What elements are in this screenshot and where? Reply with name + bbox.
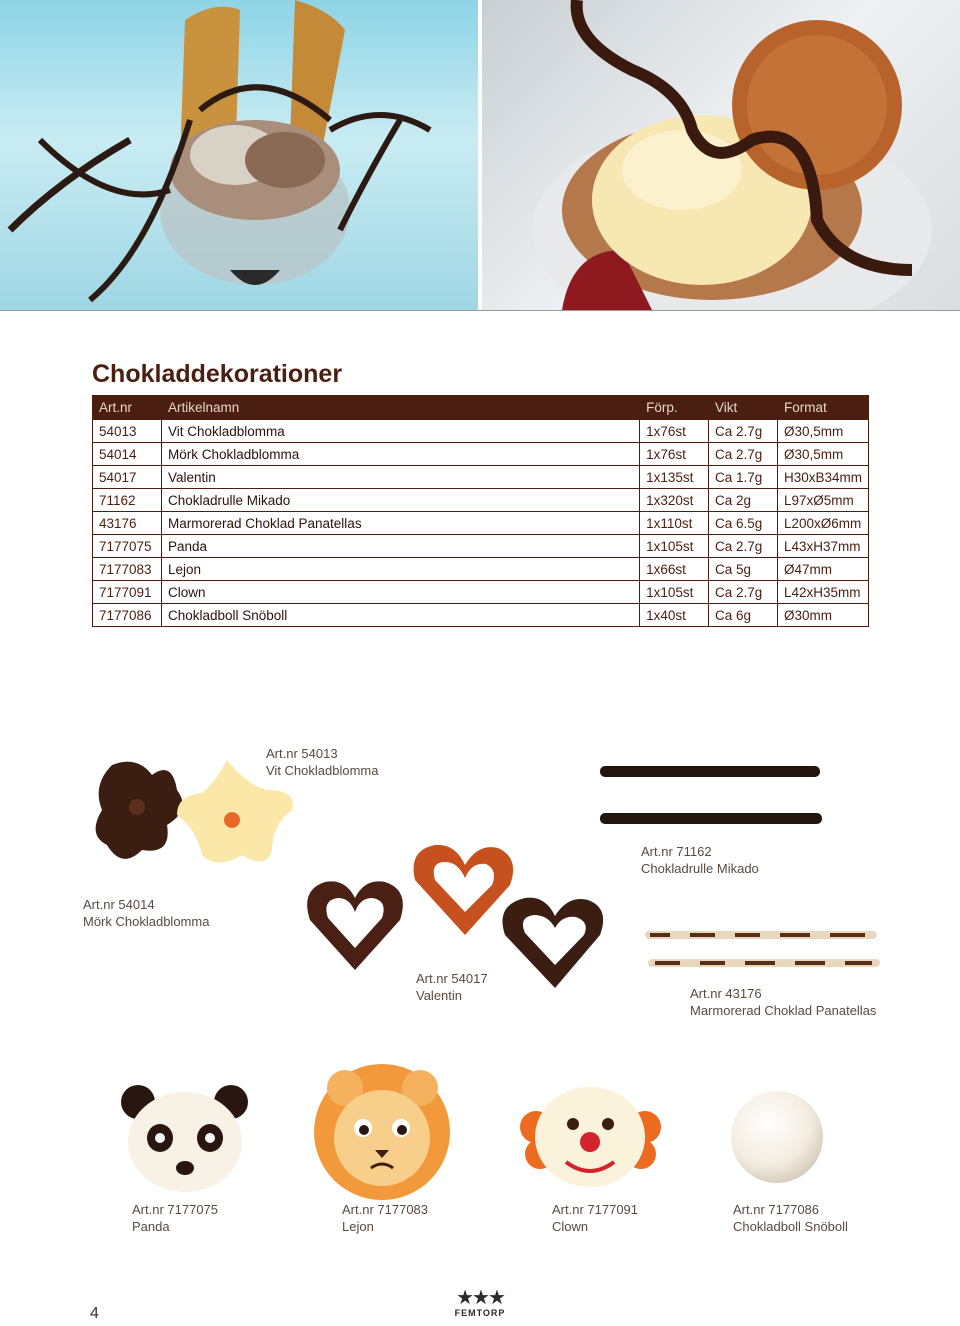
caption-name: Chokladboll Snöboll: [733, 1219, 848, 1234]
table-row: [93, 581, 869, 604]
table-row: [93, 489, 869, 512]
snowball-image: [725, 1085, 830, 1190]
cell-name: Mörk Chokladblomma: [161, 443, 639, 466]
caption-vit-chokladblomma: [266, 745, 378, 779]
cell-format: L42xH35mm: [777, 581, 868, 604]
cell-format: L43xH37mm: [777, 535, 868, 558]
lion-image: [305, 1060, 460, 1200]
header-art-nr: Art.nr: [93, 396, 162, 420]
cell-format: Ø30,5mm: [777, 443, 868, 466]
cell-vikt: Ca 2g: [709, 489, 778, 512]
table-row: [93, 420, 869, 443]
clown-image: [518, 1082, 663, 1192]
cell-format: Ø47mm: [777, 558, 868, 581]
caption-art-nr: Art.nr 54014: [83, 897, 155, 912]
caption-art-nr: Art.nr 43176: [690, 986, 762, 1001]
table-header-row: [93, 396, 869, 420]
cell-art-nr: 54013: [93, 420, 162, 443]
panatellas-image: [640, 925, 885, 975]
cell-art-nr: 43176: [93, 512, 162, 535]
caption-name: Vit Chokladblomma: [266, 763, 379, 778]
caption-name: Marmorerad Choklad Panatellas: [690, 1003, 877, 1018]
brand-name: FEMTORP: [454, 1308, 506, 1318]
caption-name: Clown: [552, 1219, 589, 1234]
caption-panda: [132, 1201, 218, 1235]
caption-name: Panda: [132, 1219, 170, 1234]
caption-valentin: [416, 970, 488, 1004]
header-artikelnamn: Artikelnamn: [161, 396, 639, 420]
cell-art-nr: 7177083: [93, 558, 162, 581]
cell-forp: 1x66st: [640, 558, 709, 581]
caption-name: Valentin: [416, 988, 463, 1003]
photo-bottom-rule: [0, 310, 960, 311]
photo-ice-cream-glass: [0, 0, 478, 310]
cell-format: Ø30,5mm: [777, 420, 868, 443]
cell-forp: 1x135st: [640, 466, 709, 489]
cell-format: Ø30mm: [777, 604, 868, 627]
cell-forp: 1x320st: [640, 489, 709, 512]
cell-name: Vit Chokladblomma: [161, 420, 639, 443]
caption-chokladrulle-mikado: [641, 843, 759, 877]
caption-name: Mörk Chokladblomma: [83, 914, 210, 929]
caption-art-nr: Art.nr 7177075: [132, 1202, 219, 1217]
caption-lejon: [342, 1201, 428, 1235]
panda-image: [118, 1080, 253, 1195]
cell-art-nr: 7177075: [93, 535, 162, 558]
caption-art-nr: Art.nr 54013: [266, 746, 338, 761]
header-format: Format: [777, 396, 868, 420]
cell-art-nr: 54017: [93, 466, 162, 489]
cell-name: Marmorerad Choklad Panatellas: [161, 512, 639, 535]
table-row: [93, 604, 869, 627]
caption-mork-chokladblomma: [83, 896, 209, 930]
cell-vikt: Ca 1.7g: [709, 466, 778, 489]
cell-vikt: Ca 6.5g: [709, 512, 778, 535]
cell-vikt: Ca 2.7g: [709, 420, 778, 443]
cell-format: L200xØ6mm: [777, 512, 868, 535]
photo-vanilla-ice-cream: [482, 0, 960, 310]
cell-art-nr: 7177086: [93, 604, 162, 627]
table-row: [93, 512, 869, 535]
cell-forp: 1x76st: [640, 443, 709, 466]
header-forp: Förp.: [640, 396, 709, 420]
header-vikt: Vikt: [709, 396, 778, 420]
caption-clown: [552, 1201, 638, 1235]
cell-name: Lejon: [161, 558, 639, 581]
page-number: 4: [90, 1305, 99, 1322]
stars-icon: ★★★: [456, 1287, 504, 1309]
caption-panatellas: [690, 985, 876, 1019]
cell-vikt: Ca 5g: [709, 558, 778, 581]
table-row: [93, 466, 869, 489]
cell-art-nr: 7177091: [93, 581, 162, 604]
cell-vikt: Ca 2.7g: [709, 581, 778, 604]
cell-name: Panda: [161, 535, 639, 558]
caption-art-nr: Art.nr 54017: [416, 971, 488, 986]
table-row: [93, 535, 869, 558]
cell-forp: 1x105st: [640, 535, 709, 558]
cell-vikt: Ca 6g: [709, 604, 778, 627]
caption-name: Chokladrulle Mikado: [641, 861, 759, 876]
caption-art-nr: Art.nr 7177086: [733, 1202, 820, 1217]
caption-name: Lejon: [342, 1219, 374, 1234]
cell-name: Valentin: [161, 466, 639, 489]
table-row: [93, 558, 869, 581]
caption-art-nr: Art.nr 71162: [641, 844, 712, 859]
mikado-rolls-image: [595, 760, 825, 830]
cell-art-nr: 71162: [93, 489, 162, 512]
cell-forp: 1x40st: [640, 604, 709, 627]
valentin-hearts-image: [300, 840, 610, 990]
cell-vikt: Ca 2.7g: [709, 535, 778, 558]
cell-format: L97xØ5mm: [777, 489, 868, 512]
cell-forp: 1x76st: [640, 420, 709, 443]
femtorp-logo: [444, 1288, 516, 1318]
cell-name: Clown: [161, 581, 639, 604]
cell-art-nr: 54014: [93, 443, 162, 466]
cell-forp: 1x110st: [640, 512, 709, 535]
caption-art-nr: Art.nr 7177091: [552, 1202, 639, 1217]
table-row: [93, 443, 869, 466]
cell-name: Chokladboll Snöboll: [161, 604, 639, 627]
cell-name: Chokladrulle Mikado: [161, 489, 639, 512]
cell-forp: 1x105st: [640, 581, 709, 604]
caption-chokladboll-snoboll: [733, 1201, 848, 1235]
product-table: [92, 395, 869, 627]
cell-vikt: Ca 2.7g: [709, 443, 778, 466]
page-title: Chokladdekorationer: [92, 360, 343, 388]
cell-format: H30xB34mm: [777, 466, 868, 489]
caption-art-nr: Art.nr 7177083: [342, 1202, 429, 1217]
